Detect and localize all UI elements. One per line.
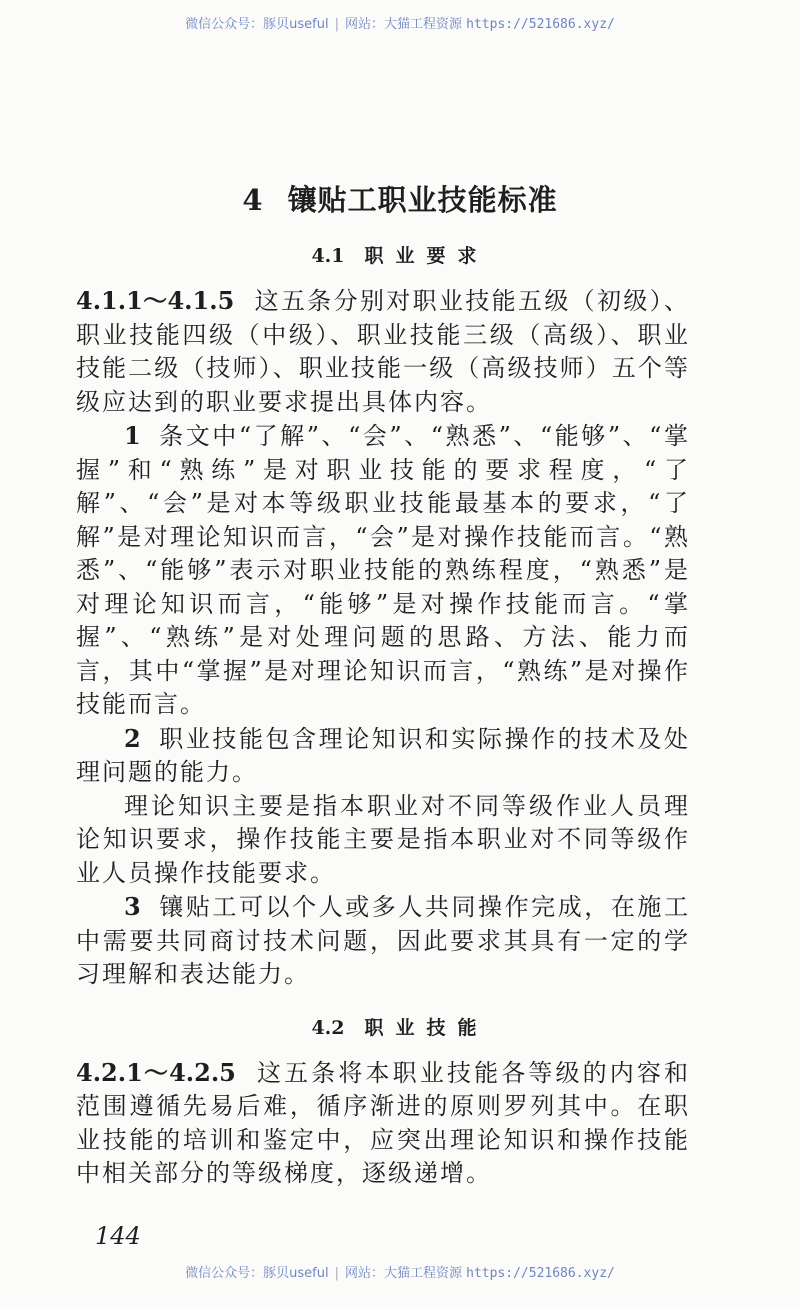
clause-ref: 4.1.1～4.1.5 (76, 286, 235, 315)
watermark-site: 网站：大猫工程资源 (344, 1265, 462, 1281)
item-number: 1 (124, 421, 143, 450)
watermark-site: 网站：大猫工程资源 (344, 17, 462, 32)
paragraph-text: 这五条将本职业技能各等级的内容和范围遵循先易后难，循序渐进的原则罗列其中。在职业技能的培训和鉴定中，应突出理论知识和操作技能中相关部分的等级梯度，逐级递增。 (76, 1058, 691, 1187)
paragraph (76, 284, 690, 419)
item-number: 2 (124, 723, 143, 753)
section-number: 4.1 (311, 245, 345, 267)
watermark-header (0, 16, 800, 34)
section-title: 职业技能 (364, 1016, 489, 1039)
paragraph (76, 1056, 690, 1191)
paragraph-text: 镶贴工可以个人或多人共同操作完成，在施工中需要共同商讨技术问题，因此要求其具有一定的学习理解和表达能力。 (76, 893, 690, 988)
section-title: 职业要求 (364, 245, 489, 267)
paragraph (76, 890, 690, 992)
watermark-url[interactable]: https://521686.xyz/ (466, 17, 615, 32)
watermark-footer (0, 1265, 800, 1283)
watermark-separator: | (334, 17, 339, 32)
paragraph-text: 理论知识主要是指本职业对不同等级作业人员理论知识要求，操作技能主要是指本职业对不同等级作业人员操作技能要求。 (76, 791, 690, 887)
paragraph (76, 419, 690, 722)
watermark-wechat: 微信公众号：豚贝useful (185, 17, 329, 32)
item-number: 3 (124, 892, 143, 921)
section-heading (0, 242, 800, 270)
watermark-url[interactable]: https://521686.xyz/ (466, 1265, 615, 1281)
paragraph (76, 790, 690, 891)
chapter-title-text: 镶贴工职业技能标准 (287, 183, 558, 217)
paragraph-text: 条文中“了解”、“会”、“熟悉”、“能够”、“掌握”和“熟练”是对职业技能的要求程度，“了解”、“会”是对本等级职业技能最基本的要求，“了解”是对理论知识而言，“会”是对操作技能而言。“熟悉”、“能够”表示对职业技能的熟练程度，“熟悉”是对理论知识而言，“能够”是对操作技能而言。“掌握”、“熟练”是对处理问题的思路、方法、能力而言，其中“掌握”是对理论知识而言，“熟练”是对操作技能而言。 (76, 422, 690, 718)
page-number: 144 (95, 1221, 141, 1250)
paragraph (76, 722, 690, 790)
spacer (0, 1191, 800, 1221)
watermark-separator: | (334, 1265, 339, 1281)
section-body (76, 284, 690, 992)
chapter-title (0, 180, 800, 220)
clause-ref: 4.2.1～4.2.5 (76, 1057, 236, 1087)
section-heading (0, 1014, 800, 1042)
section-number: 4.2 (311, 1016, 345, 1039)
paragraph-text: 职业技能包含理论知识和实际操作的技术及处理问题的能力。 (76, 724, 690, 786)
chapter-number: 4 (242, 183, 264, 217)
watermark-wechat: 微信公众号：豚贝useful (185, 1265, 329, 1281)
paragraph-text: 这五条分别对职业技能五级（初级）、职业技能四级（中级）、职业技能三级（高级）、职业技能二级（技师）、职业技能一级（高级技师）五个等级应达到的职业要求提出具体内容。 (76, 287, 690, 416)
section-body (76, 1056, 690, 1191)
